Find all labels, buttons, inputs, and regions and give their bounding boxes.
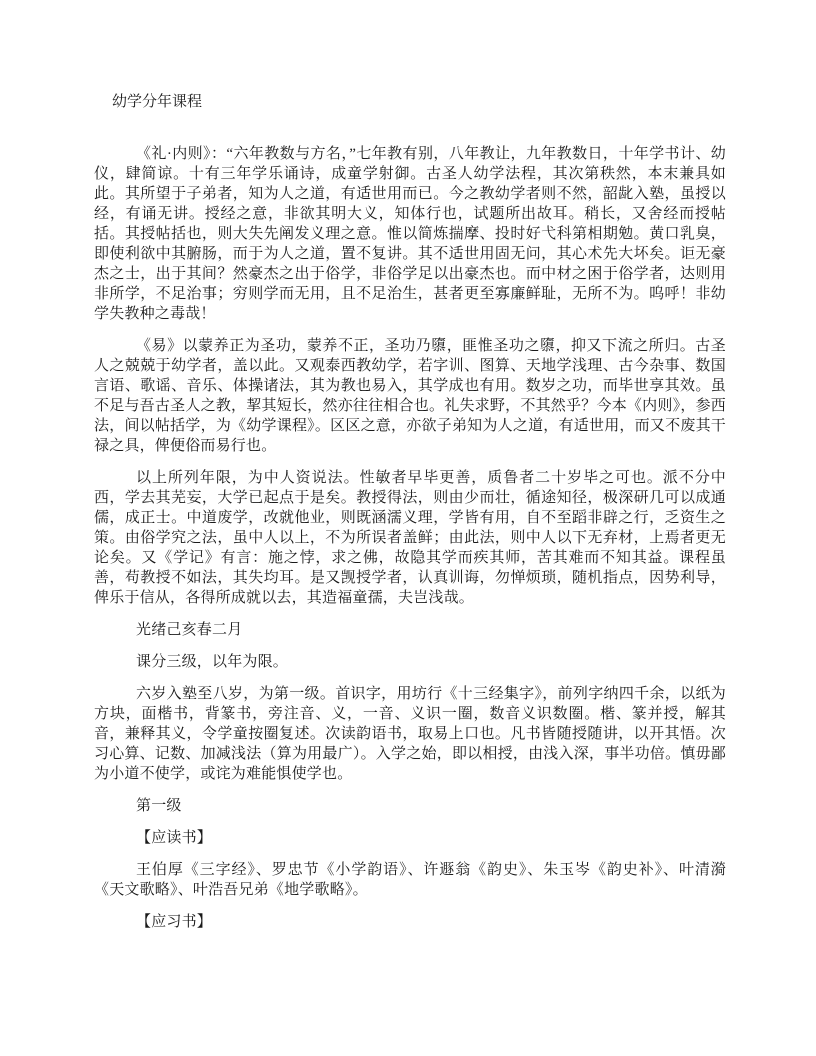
reading-books-list: 王伯厚《三字经》、罗忠节《小学韵语》、许遯翁《韵史》、朱玉岑《韵史补》、叶清漪《天文歌略》、叶浩吾兄弟《地学歌略》。 [94, 862, 726, 898]
practice-books-heading: 【应习书】 [136, 914, 213, 930]
course-division-line: 课分三级，以年为限。 [136, 654, 289, 670]
paragraph-yi-mengyang: 《易》以蒙养正为圣功，蒙养不正，圣功乃隳，匪惟圣功之隳，抑又下流之所归。古圣人之兢兢于幼学者，盖以此。又观泰西教幼学，若字训、图算、天地学浅理、古今杂事、数国言语、歌谣、音乐、体操诸法，其为教也易入，其学成也有用。数岁之功，而毕世享其效。虽不足与吾古圣人之教，挈其短长，然亦往往相合也。礼失求野，不其然乎？今本《内则》，参西法，间以帖括学，为《幼学课程》。区区之意，亦欲子弟知为人之道，有适世用，而又不废其干禄之具，俾便俗而易行也。 [94, 338, 726, 454]
level-1-heading: 第一级 [136, 798, 182, 814]
document-title: 幼学分年课程 [112, 94, 203, 110]
date-line: 光绪己亥春二月 [136, 622, 243, 638]
paragraph-years-explanation: 以上所列年限，为中人资说法。性敏者早毕更善，质鲁者二十岁毕之可也。派不分中西，学去其芜妄，大学已起点于是矣。教授得法，则由少而壮，循途知径，极深研几可以成通儒，成正士。中道废学，改就他业，则既涵濡义理，学皆有用，自不至蹈非辟之行，乏资生之策。由俗学究之法，虽中人以上，不为所误者盖鲜；由此法，则中人以下无弃材，上焉者更无论矣。又《学记》有言：施之悖，求之佛，故隐其学而疾其师，苦其难而不知其益。课程虽善，苟教授不如法，其失均耳。是又觊授学者，认真训诲，勿惮烦琐，随机指点，因势利导，俾乐于信从，各得所成就以去，其造福童孺，夫岂浅哉。 [94, 470, 726, 606]
paragraph-intro-li-neize: 《礼·内则》：“六年教数与方名，”七年教有别，八年教让，九年教数日，十年学书计、幼仪，肆简谅。十有三年学乐诵诗，成童学射御。古圣人幼学法程，其次第秩然，本末兼具如此。其所望于子弟者，知为人之道，有适世用而已。今之教幼学者则不然，韶龀入塾，虽授以经，有诵无讲。授经之意，非欲其明大义，知体行也，试题所出故耳。稍长，又舍经而授帖括。其授帖括也，则大失先阐发义理之意。惟以简炼揣摩、投时好弋科第相期勉。黄口乳臭，即使利欲中其腑肠，而于为人之道，置不复讲。其不适世用固无问，其心术先大坏矣。讵无豪杰之士，出于其间？然豪杰之出于俗学，非俗学足以出豪杰也。而中材之困于俗学者，达则用非所学，不足治事；穷则学而无用，且不足治生，甚者更至寡廉鲜耻，无所不为。呜呼！非幼学失教种之毒哉！ [94, 146, 726, 322]
paragraph-first-level-description: 六岁入塾至八岁，为第一级。首识字，用坊行《十三经集字》，前列字纳四千余，以纸为方块，面楷书，背篆书，旁注音、义，一音、义识一圈，数音义识数圈。楷、篆并授，解其音，兼释其义，令学童按圈复述。次读韵语书，取易上口也。凡书皆随授随讲，以开其悟。次习心算、记数、加减浅法（算为用最广）。入学之始，即以相授，由浅入深，事半功倍。慎毋鄙为小道不使学，或诧为难能惧使学也。 [94, 686, 726, 782]
reading-books-heading: 【应读书】 [136, 830, 213, 846]
